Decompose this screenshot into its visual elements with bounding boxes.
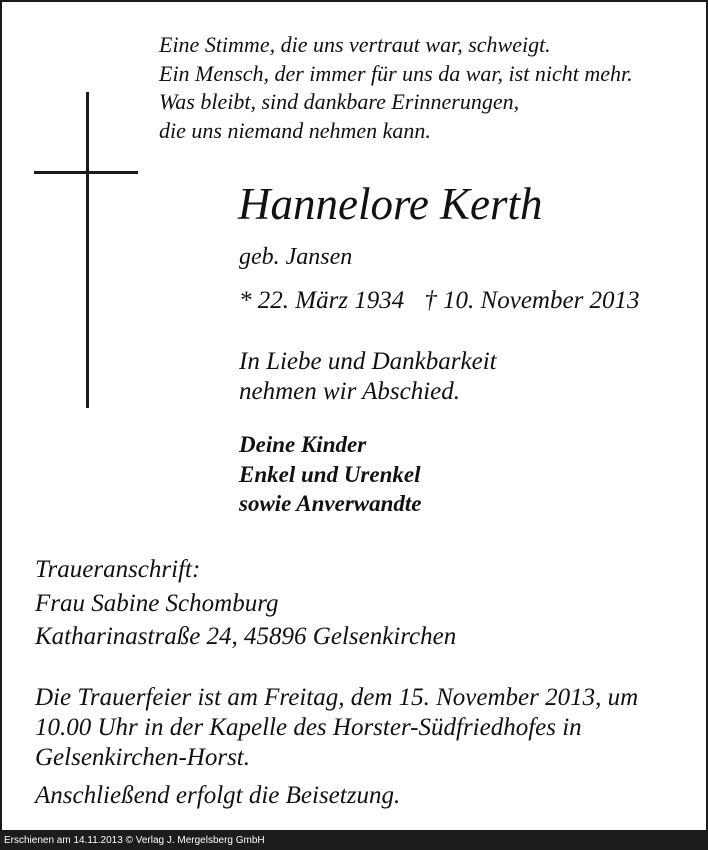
farewell-text	[239, 347, 497, 407]
address-label: Traueranschrift:	[35, 556, 201, 583]
address-street: Katharinastraße 24, 45896 Gelsenkirchen	[35, 623, 457, 650]
burial-note: Anschließend erfolgt die Beisetzung.	[35, 782, 401, 809]
poem-line: Ein Mensch, der immer für uns da war, ist nicht mehr.	[159, 60, 633, 86]
mourning-address	[35, 553, 456, 654]
maiden-name: geb. Jansen	[239, 244, 353, 270]
deceased-name: Hannelore Kerth	[238, 179, 543, 229]
poem-line: die uns niemand nehmen kann.	[159, 117, 431, 143]
farewell-line: In Liebe und Dankbarkeit	[239, 348, 497, 375]
mourner-line: sowie Anverwandte	[239, 491, 422, 516]
funeral-line: Gelsenkirchen-Horst.	[35, 744, 250, 771]
mourners	[239, 430, 422, 519]
cross-horizontal-bar	[34, 171, 138, 174]
farewell-line: nehmen wir Abschied.	[239, 378, 461, 405]
death-date: † 10. November 2013	[424, 287, 640, 314]
poem-line: Eine Stimme, die uns vertraut war, schweigt.	[159, 32, 551, 57]
cross-vertical-bar	[86, 92, 89, 408]
poem	[159, 31, 633, 145]
publication-footer: Erschienen am 14.11.2013 © Verlag J. Mergelsberg GmbH	[0, 832, 708, 850]
funeral-details	[35, 683, 638, 773]
mourner-line: Deine Kinder	[239, 432, 367, 457]
poem-line: Was bleibt, sind dankbare Erinnerungen,	[159, 89, 520, 114]
life-dates	[239, 285, 640, 317]
mourner-line: Enkel und Urenkel	[239, 461, 421, 487]
address-name: Frau Sabine Schomburg	[35, 589, 279, 617]
funeral-line: Die Trauerfeier ist am Freitag, dem 15. November 2013, um	[35, 684, 639, 711]
birth-date: * 22. März 1934	[239, 287, 405, 314]
funeral-line: 10.00 Uhr in der Kapelle des Horster-Südfriedhofes in	[35, 714, 582, 741]
